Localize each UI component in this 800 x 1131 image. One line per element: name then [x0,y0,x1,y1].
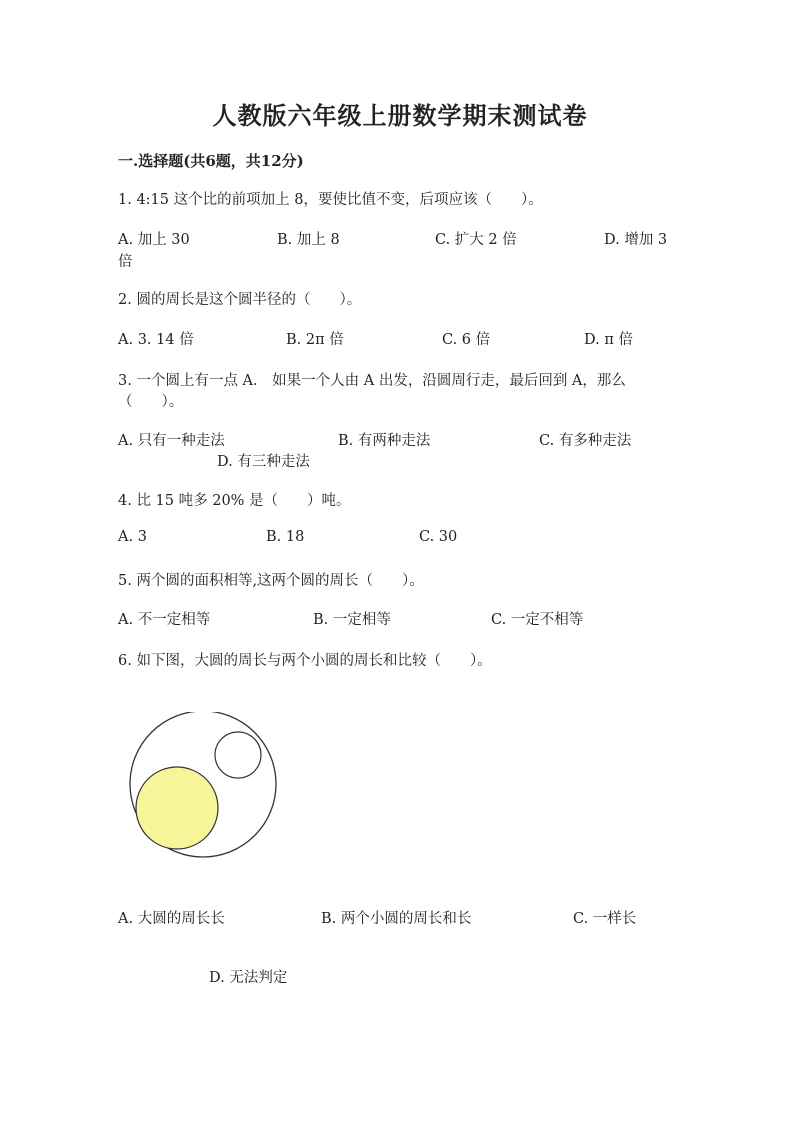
question-3-option-a[interactable]: A. 只有一种走法 [118,433,225,449]
question-5-option-c[interactable]: C. 一定不相等 [491,612,584,628]
question-6-option-b[interactable]: B. 两个小圆的周长和长 [321,911,472,927]
question-6-option-a[interactable]: A. 大圆的周长长 [118,911,225,927]
question-3-option-c[interactable]: C. 有多种走法 [539,433,632,449]
question-1-option-c[interactable]: C. 扩大 2 倍 [435,232,517,248]
question-4-stem: 4. 比 15 吨多 20% 是（ ）吨。 [118,493,351,509]
page-title: 人教版六年级上册数学期末测试卷 [212,101,588,130]
question-4-option-b[interactable]: B. 18 [266,529,305,545]
question-4-option-a[interactable]: A. 3 [118,529,147,545]
question-5-stem: 5. 两个圆的面积相等,这两个圆的周长（ ）。 [118,573,424,589]
question-2-option-d[interactable]: D. π 倍 [584,332,633,348]
question-1-stem: 1. 4:15 这个比的前项加上 8，要使比值不变，后项应该（ ）。 [118,192,543,208]
small-circle-large [136,767,218,849]
question-3-stem: 3. 一个圆上有一点 A． 如果一个人由 A 出发，沿圆周行走，最后回到 A，那么 [118,373,626,389]
question-6-option-c[interactable]: C. 一样长 [573,911,637,927]
question-6-option-d[interactable]: D. 无法判定 [209,970,288,986]
circles-figure [126,712,286,876]
question-2-option-a[interactable]: A. 3. 14 倍 [118,332,194,348]
circles-diagram [126,712,286,872]
question-3-option-b[interactable]: B. 有两种走法 [338,433,431,449]
question-2-option-c[interactable]: C. 6 倍 [442,332,491,348]
question-3-option-d[interactable]: D. 有三种走法 [217,454,310,470]
question-1-option-a[interactable]: A. 加上 30 [118,232,190,248]
question-2-option-b[interactable]: B. 2π 倍 [286,332,344,348]
question-4-option-c[interactable]: C. 30 [419,529,458,545]
question-1-option-d[interactable]: D. 增加 3 [604,232,668,248]
question-1-option-b[interactable]: B. 加上 8 [277,232,340,248]
question-5-option-a[interactable]: A. 不一定相等 [118,612,211,628]
question-5-option-b[interactable]: B. 一定相等 [313,612,391,628]
small-circle-small [215,732,261,778]
question-1-option-d-wrap: 倍 [118,254,133,270]
question-2-stem: 2. 圆的周长是这个圆半径的（ ）。 [118,292,362,308]
question-3-stem-wrap: （ ）。 [118,394,184,410]
section-heading: 一.选择题(共6题，共12分) [118,152,304,170]
question-6-stem: 6. 如下图，大圆的周长与两个小圆的周长和比较（ ）。 [118,653,492,669]
